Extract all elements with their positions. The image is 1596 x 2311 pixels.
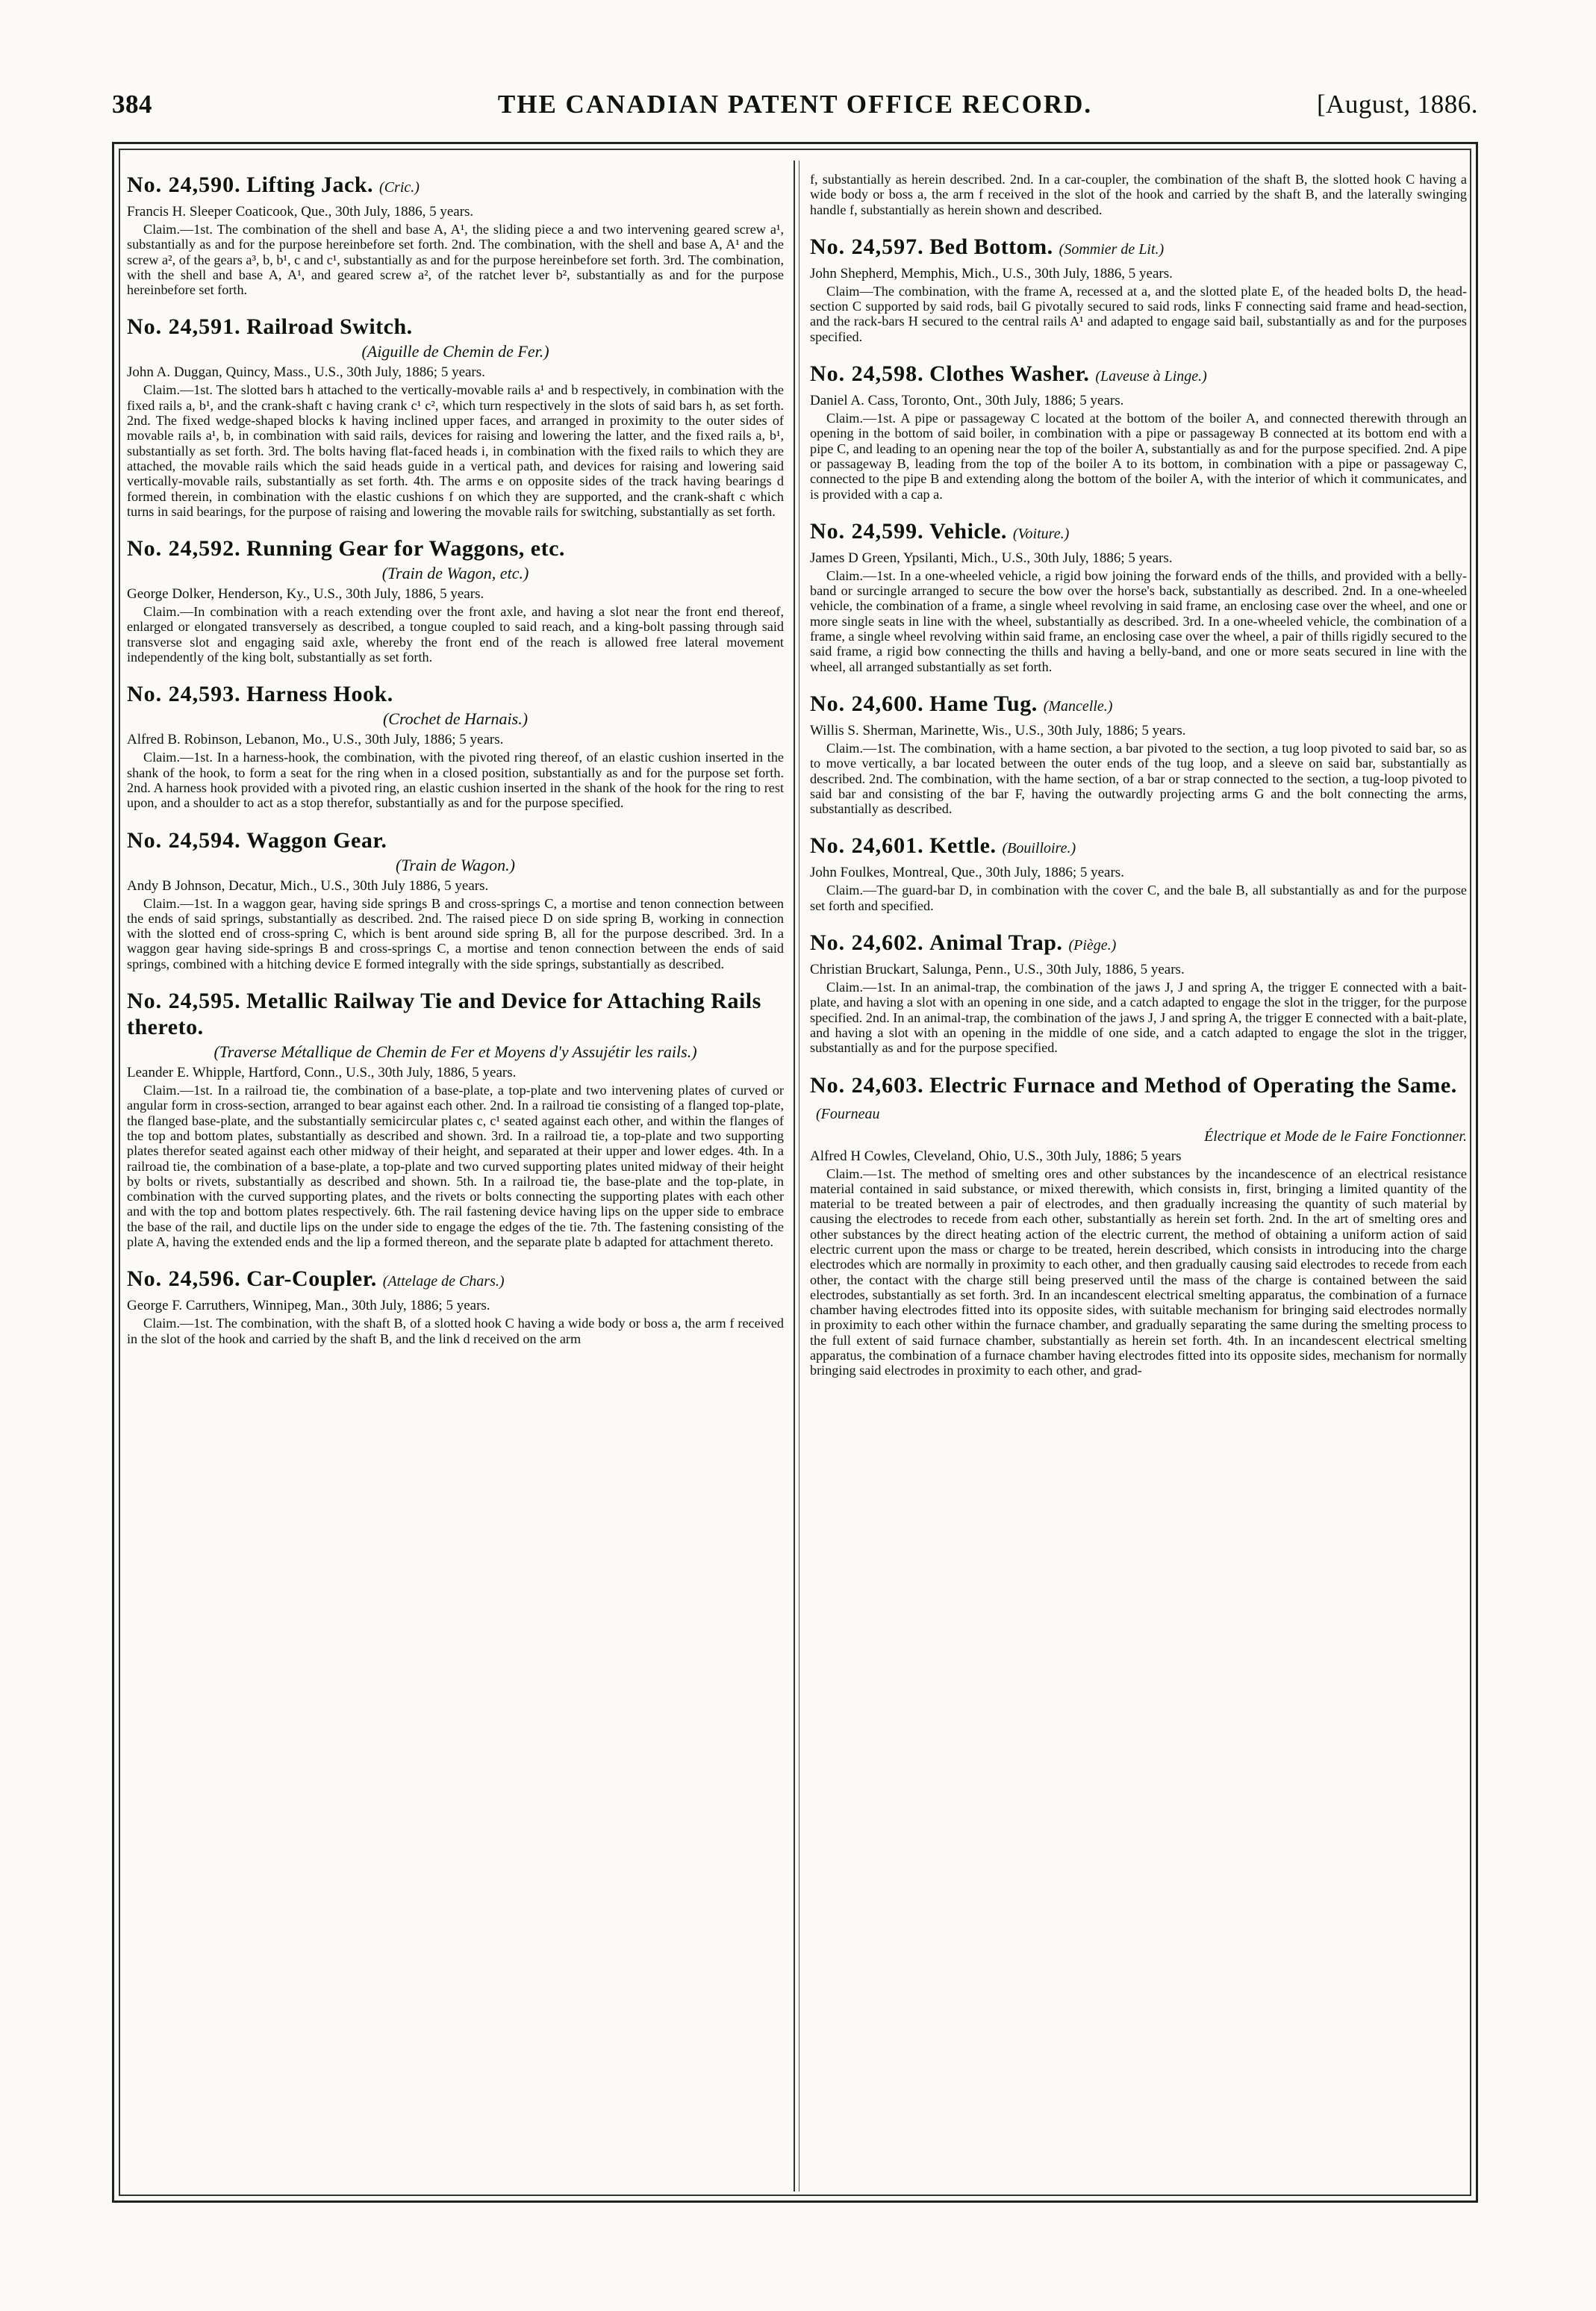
patent-number: No. 24,599. bbox=[810, 518, 924, 544]
patent-number: No. 24,595. bbox=[127, 989, 241, 1014]
patent-heading bbox=[810, 361, 1467, 390]
patent-entry bbox=[127, 1266, 784, 1346]
patent-french-title: (Train de Wagon, etc.) bbox=[381, 564, 529, 583]
patent-claim: Claim.—1st. In an animal-trap, the combination of the jaws J, J and spring A, the trigger E connected with a bait-plate, and having a slot with an opening in one side, and a catch adapted to engage the slot in the trigger, for the purpose specified. 2nd. In an animal-trap, the combination of the jaws J, J and spring A, the trigger E connected with a bait-plate, and having a slot with an opening in the middle of one side, and a catch adapted to engage the slot in the trigger, substantially as and for the purpose specified. bbox=[810, 980, 1467, 1056]
patent-inventor: John Shepherd, Memphis, Mich., U.S., 30th July, 1886, 5 years. bbox=[810, 265, 1173, 282]
patent-heading bbox=[127, 535, 784, 562]
patent-french-title: (Fourneau bbox=[816, 1105, 880, 1122]
patent-entry bbox=[127, 314, 784, 519]
patent-inventor: James D Green, Ypsilanti, Mich., U.S., 30th July, 1886; 5 years. bbox=[810, 550, 1173, 566]
patent-title: Hame Tug. bbox=[929, 691, 1038, 716]
patent-number: No. 24,598. bbox=[810, 361, 924, 387]
patent-claim: Claim.—1st. The combination, with the shaft B, of a slotted hook C having a wide body or boss a, the arm f received in the slot of the hook and carried by the shaft B, and the link d received on the arm bbox=[127, 1316, 784, 1346]
patent-inventor: Willis S. Sherman, Marinette, Wis., U.S., 30th July, 1886; 5 years. bbox=[810, 722, 1186, 738]
patent-entry bbox=[127, 681, 784, 810]
patent-entry bbox=[810, 930, 1467, 1055]
patent-title: Running Gear for Waggons, etc. bbox=[246, 536, 565, 562]
patent-number: No. 24,594. bbox=[127, 827, 241, 853]
patent-title: Clothes Washer. bbox=[929, 361, 1090, 387]
patent-french-title: (Piège.) bbox=[1068, 937, 1117, 954]
patent-number: No. 24,597. bbox=[810, 234, 924, 259]
patent-title: Lifting Jack. bbox=[246, 172, 374, 197]
patent-french-title: (Traverse Métallique de Chemin de Fer et Moyens d'y Assujétir les rails.) bbox=[213, 1042, 697, 1062]
patent-claim: Claim.—1st. In a harness-hook, the combination, with the pivoted ring thereof, of an elastic cushion inserted in the shank of the hook, to form a seat for the ring when in a closed position, substantially as and for the purpose set forth. 2nd. A harness hook provided with a pivoted ring, an elastic cushion inserted in the shank of the hook for the ring to rest upon, and a shoulder to act as a stop therefor, substantially as and for the purpose specified. bbox=[127, 750, 784, 811]
patent-heading bbox=[127, 681, 784, 707]
patent-claim: Claim—The combination, with the frame A, recessed at a, and the slotted plate E, of the headed bolts D, the head-section C supported by said rods, bail G pivotally secured to said rods, links F connecting said frame and head-section, and the rack-bars H secured to the central rails A¹ and adapted to engage said bail, substantially as and for the purposes specified. bbox=[810, 283, 1467, 344]
right-column bbox=[810, 172, 1467, 2188]
patent-french-title: (Crochet de Harnais.) bbox=[382, 709, 529, 729]
column-divider bbox=[794, 161, 795, 2192]
patent-claim: Claim.—In combination with a reach extending over the front axle, and having a slot near the front end thereof, enlarged or elongated transversely as described, a tongue coupled to said reach, and a king-bolt passing through said transverse slot and engaging said axle, whereby the front end of the reach is allowed free lateral movement independently of the king bolt, substantially as set forth. bbox=[127, 604, 784, 665]
patent-heading bbox=[810, 691, 1467, 720]
patent-entry bbox=[810, 234, 1467, 344]
patent-entry bbox=[810, 833, 1467, 913]
patent-french-title: (Laveuse à Linge.) bbox=[1095, 368, 1207, 385]
left-column bbox=[127, 172, 784, 2188]
patent-inventor: Andy B Johnson, Decatur, Mich., U.S., 30th July 1886, 5 years. bbox=[127, 877, 489, 894]
patent-heading bbox=[810, 518, 1467, 547]
patent-claim: Claim.—1st. The method of smelting ores and other substances by the incandescence of an electrical resistance material contained in said substance, or mixed therewith, which consists in, first, bringing a limited quantity of the material to be treated between a pair of electrodes, and then gradually increasing the quantity of such material by causing the electrodes to recede from each other, substantially as herein set forth. 2nd. In the art of smelting ores and other substances by the direct heating action of the electric current, the method of obtaining a uniform action of said electric current upon the mass or charge to be treated, herein described, which consists in introducing into the charge electrodes which are normally in proximity to each other, and then gradually causing said electrodes to recede from each other, the contact with the charge still being preserved until the mass of the charge is contained between the said electrodes, substantially as set forth. 3rd. In an incandescent electrical smelting apparatus, the combination of a furnace chamber having electrodes fitted into its opposite sides, with suitable mechanism for bringing said electrodes normally in proximity to each other within the furnace chamber, and gradually separating the same during the smelting process to the full extent of said furnace chamber, substantially as herein set forth. 4th. In an incandescent electrical smelting apparatus, the combination of a furnace chamber having electrodes fitted into its opposite sides, mechanism for normally bringing said electrodes in proximity to each other, and grad- bbox=[810, 1166, 1467, 1378]
patent-inventor: Christian Bruckart, Salunga, Penn., U.S., 30th July, 1886, 5 years. bbox=[810, 962, 1185, 978]
patent-inventor: George F. Carruthers, Winnipeg, Man., 30th July, 1886; 5 years. bbox=[127, 1298, 490, 1314]
patent-inventor: Alfred B. Robinson, Lebanon, Mo., U.S., 30th July, 1886; 5 years. bbox=[127, 732, 504, 748]
patent-number: No. 24,592. bbox=[127, 536, 241, 562]
patent-entry bbox=[127, 172, 784, 297]
page-number: 384 bbox=[112, 90, 152, 119]
patent-claim: Claim.—1st. In a railroad tie, the combination of a base-plate, a top-plate and two intervening plates of curved or angular form in cross-section, arranged to bear against each other. 2nd. In a railroad tie consisting of a flanged top-plate, the flanged base-plate, and the substantially semicircular plates c, c¹ seated against each other, and within the flanges of the top and bottom plates, substantially as described and shown. 3rd. In a railroad tie, a top-plate and two supporting plates therefor seated against each other midway of their height, and separated at their upper and lower edges. 4th. In a railroad tie, the combination of a base-plate, a top-plate and two curved supporting plates united midway of their height by bolts or rivets, substantially as described and shown. 5th. In a railroad tie, the base-plate and the top-plate, in combination with the curved supporting plates, and the rivets or bolts connecting the supporting plates with each other and with the top and bottom plates respectively. 6th. The rail fastening device having lips on the upper side to embrace the base of the rail, and ductile lips on the under side to engage the edges of the tie. 7th. The fastening consisting of the plate A, having the extended ends and the lip a formed thereon, and the separate plate b adapted for attachment thereto. bbox=[127, 1083, 784, 1249]
patent-entry bbox=[810, 691, 1467, 816]
patent-title: Vehicle. bbox=[929, 518, 1007, 544]
patent-number: No. 24,602. bbox=[810, 930, 924, 956]
patent-heading bbox=[127, 172, 784, 201]
patent-entry bbox=[810, 1072, 1467, 1378]
patent-number: No. 24,593. bbox=[127, 682, 241, 707]
patent-french-title: (Sommier de Lit.) bbox=[1059, 240, 1165, 258]
patent-number: No. 24,600. bbox=[810, 691, 924, 716]
patent-french-title: (Voiture.) bbox=[1012, 525, 1070, 542]
patent-title: Railroad Switch. bbox=[246, 314, 413, 340]
patent-claim: Claim.—1st. The slotted bars h attached to the vertically-movable rails a¹ and b respectively, in combination with the fixed rails a, b¹, and the crank-shaft c having crank c¹ c², which turn respectively in the slots of said bars h, as set forth. 2nd. The fixed wedge-shaped blocks k having inclined upper faces, and arranged in proximity to the outer sides of movable rails a¹, b, in combination with said rails, devices for raising and lowering the latter, and the fixed rails a, b¹, substantially as set forth. 3rd. The bolts having flat-faced heads i, in combination with the fixed rails to which they are attached, the movable rails which the said heads guide in a vertical path, and devices for raising and lowering said vertically-movable rails, substantially as set forth. 4th. The arms e on opposite sides of the track having bearings d formed therein, in combination with the elastic cushions f on which they are supported, and the crank-shaft c which turns in said bearings, for the purpose of raising and lowering the movable rails for switching, substantially as set forth. bbox=[127, 382, 784, 519]
patent-heading bbox=[127, 827, 784, 853]
patent-number: No. 24,601. bbox=[810, 833, 924, 859]
patent-entry bbox=[127, 988, 784, 1249]
patent-title: Harness Hook. bbox=[246, 682, 393, 707]
patent-claim: f, substantially as herein described. 2nd. In a car-coupler, the combination of the shaft B, the slotted hook C having a wide body or boss a, the arm f received in the slot of the hook and carried by the shaft B, and the laterally swinging handle f, substantially as herein shown and described. bbox=[810, 172, 1467, 217]
patent-entry bbox=[810, 361, 1467, 502]
patent-french-title: (Mancelle.) bbox=[1043, 697, 1113, 715]
patent-entry bbox=[127, 535, 784, 665]
patent-heading bbox=[810, 833, 1467, 862]
patent-claim: Claim.—1st. The combination of the shell and base A, A¹, the sliding piece a and two intervening geared screw a¹, substantially as and for the purpose hereinbefore set forth. 2nd. The combination, with the shell and base A, A¹ and the screw a², of the gears a³, b, b¹, c and c¹, substantially as and for the purpose hereinbefore set forth. 3rd. The combination, with the shell and base A, A¹, and geared screw a², of the ratchet lever b², substantially as and for the purpose hereinbefore set forth. bbox=[127, 222, 784, 298]
patent-number: No. 24,603. bbox=[810, 1072, 924, 1098]
patent-inventor: Daniel A. Cass, Toronto, Ont., 30th July, 1886; 5 years. bbox=[810, 393, 1124, 409]
patent-title: Kettle. bbox=[929, 833, 997, 859]
patent-title: Bed Bottom. bbox=[929, 234, 1053, 259]
patent-french-title: (Train de Wagon.) bbox=[396, 855, 515, 874]
patent-claim: Claim.—1st. The combination, with a hame section, a bar pivoted to the section, a tug loop pivoted to said bar, so as to move vertically, a bar located between the outer ends of the tug loop, and a sleeve on said bar, substantially as described. 2nd. The combination, with the hame section, of a bar or strap connected to the section, a tug-loop pivoted to said bar and consisting of the bar F, having the outwardly projecting arms G and the bolt connecting the arms, substantially as described. bbox=[810, 740, 1467, 817]
patent-french-title: (Bouilloire.) bbox=[1002, 840, 1076, 857]
patent-number: No. 24,590. bbox=[127, 172, 241, 197]
patent-heading bbox=[127, 988, 784, 1040]
patent-french-title-cont: Électrique et Mode de le Faire Fonctionner. bbox=[1204, 1127, 1467, 1145]
patent-heading bbox=[810, 1072, 1467, 1127]
patent-number: No. 24,591. bbox=[127, 314, 241, 340]
patent-title: Waggon Gear. bbox=[246, 827, 387, 853]
patent-inventor: Francis H. Sleeper Coaticook, Que., 30th July, 1886, 5 years. bbox=[127, 204, 474, 220]
patent-heading bbox=[127, 1266, 784, 1295]
patent-inventor: John Foulkes, Montreal, Que., 30th July, 1886; 5 years. bbox=[810, 865, 1124, 881]
patent-claim: Claim.—1st. A pipe or passageway C located at the bottom of the boiler A, and connected therewith through an opening in the bottom of said boiler, in combination with a pipe or passageway B connected at its bottom end with a pipe C, and leading to an opening near the top of the boiler A, substantially as and for the purpose specified. 2nd. A pipe or passageway B, leading from the top of the boiler A to its bottom, in combination with a pipe or passageway C, connected to the pipe B and extending along the bottom of the boiler A, with the interior of which it communicates, and is provided with a cap a. bbox=[810, 411, 1467, 502]
patent-inventor: Alfred H Cowles, Cleveland, Ohio, U.S., 30th July, 1886; 5 years bbox=[810, 1148, 1182, 1164]
patent-claim: Claim.—1st. In a waggon gear, having side springs B and cross-springs C, a mortise and tenon connection between the ends of said springs, substantially as described. 2nd. The raised piece D on side spring B, working in connection with the slotted end of cross-spring C, which is bent around side spring B, all for the purpose described. 3rd. In a waggon gear having side-springs B and cross-springs C, a mortise and tenon connection between the ends of said springs, combined with a hitching device E formed integrally with the side springs, substantially as described. bbox=[127, 895, 784, 971]
patent-french-title: (Cric.) bbox=[379, 179, 420, 196]
patent-heading bbox=[810, 234, 1467, 263]
patent-entry bbox=[127, 827, 784, 971]
patent-inventor: John A. Duggan, Quincy, Mass., U.S., 30th July, 1886; 5 years. bbox=[127, 364, 485, 381]
patent-title: Car-Coupler. bbox=[246, 1266, 377, 1292]
patent-inventor: George Dolker, Henderson, Ky., U.S., 30th July, 1886, 5 years. bbox=[127, 586, 484, 603]
patent-inventor: Leander E. Whipple, Hartford, Conn., U.S., 30th July, 1886, 5 years. bbox=[127, 1065, 517, 1081]
page-header bbox=[112, 82, 1478, 127]
page-title: THE CANADIAN PATENT OFFICE RECORD. bbox=[497, 90, 1093, 119]
patent-french-title: (Aiguille de Chemin de Fer.) bbox=[361, 342, 549, 361]
patent-claim: Claim.—The guard-bar D, in combination with the cover C, and the bale B, all substantially as and for the purpose set forth and specified. bbox=[810, 883, 1467, 913]
patent-entry bbox=[810, 172, 1467, 217]
patent-number: No. 24,596. bbox=[127, 1266, 241, 1292]
patent-claim: Claim.—1st. In a one-wheeled vehicle, a rigid bow joining the forward ends of the thills, and provided with a belly-band or surcingle arranged to secure the bow over the horse's back, substantially as described. 2nd. In a one-wheeled vehicle, the combination of a frame, a single wheel revolving in said frame, an enclosing case over the wheel, and one or more single seats in line with the wheel, substantially as described. 3rd. In a one-wheeled vehicle, the combination of a frame, a single wheel revolving within said frame, an enclosing case over the wheel, a pair of thills rigidly secured to the said frame, a rigid bow connecting the thills and having a belly-band, and one or more seats secured in line with the wheel, all arranged substantially as set forth. bbox=[810, 567, 1467, 674]
patent-entry bbox=[810, 518, 1467, 674]
patent-heading bbox=[810, 930, 1467, 959]
patent-heading bbox=[127, 314, 784, 340]
patent-title: Metallic Railway Tie and Device for Attaching Rails thereto. bbox=[127, 989, 761, 1040]
patent-title: Electric Furnace and Method of Operating the Same. bbox=[929, 1072, 1457, 1098]
page-date: [August, 1886. bbox=[1316, 90, 1478, 119]
patent-french-title: (Attelage de Chars.) bbox=[382, 1273, 505, 1290]
patent-title: Animal Trap. bbox=[929, 930, 1063, 956]
